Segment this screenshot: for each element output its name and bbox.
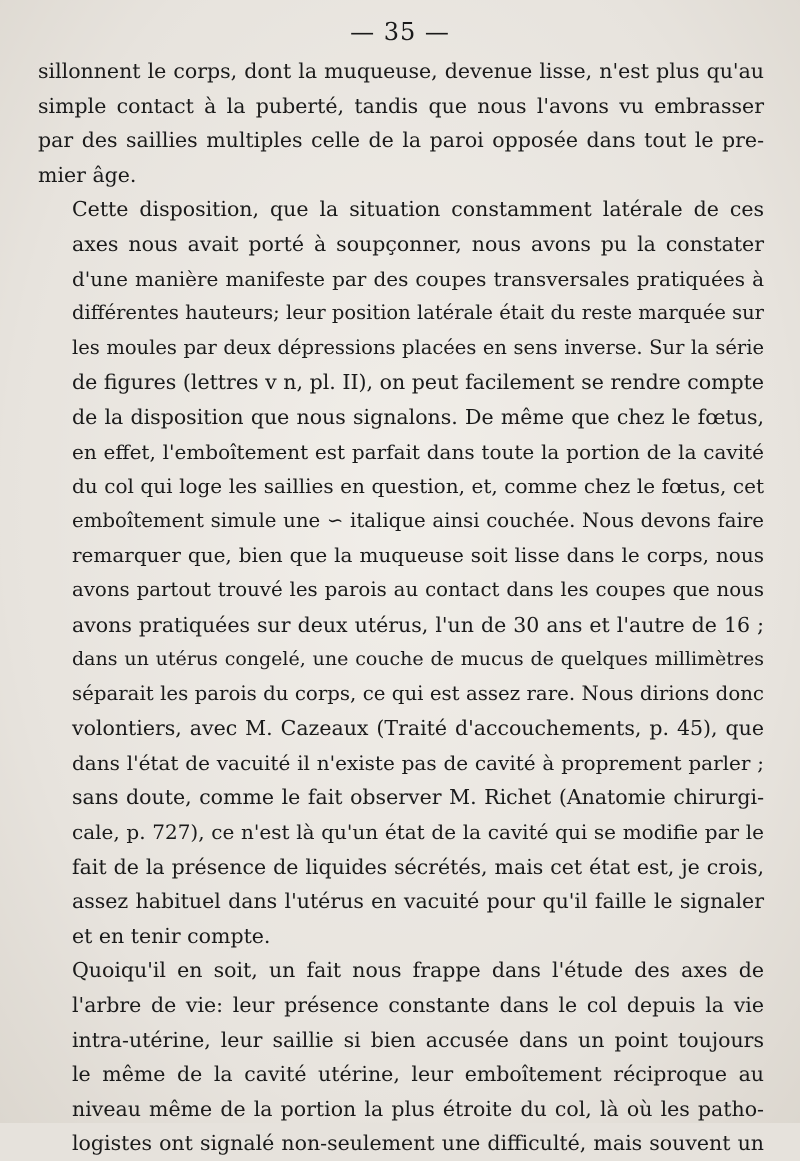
text-line: différentes hauteurs; leur position latérale était du reste marquée sur (72, 301, 764, 325)
text-line: le même de la cavité utérine, leur emboîtement réciproque au (72, 1062, 764, 1087)
paragraph (38, 54, 764, 192)
text-line: de figures (lettres v n, pl. II), on peut facilement se rendre compte (72, 370, 764, 395)
text-line: volontiers, avec M. Cazeaux (Traité d'accouchements, p. 45), que (72, 716, 764, 741)
text-line: niveau même de la portion la plus étroite du col, là où les patho- (72, 1096, 764, 1121)
body-text (38, 54, 764, 1161)
text-line: fait de la présence de liquides sécrétés, mais cet état est, je crois, (72, 854, 764, 879)
paragraph (38, 192, 764, 953)
text-line: les moules par deux dépressions placées en sens inverse. Sur la série (72, 335, 764, 359)
text-line: mier âge. (38, 162, 137, 187)
text-line: emboîtement simule une ∽ italique ainsi couchée. Nous devons faire (72, 508, 764, 532)
text-line: dans un utérus congelé, une couche de mucus de quelques millimètres (72, 648, 764, 671)
text-line: l'arbre de vie: leur présence constante dans le col depuis la vie (72, 993, 764, 1018)
text-line: et en tenir compte. (72, 923, 271, 948)
text-line: dans l'état de vacuité il n'existe pas de cavité à proprement parler ; (72, 750, 764, 775)
text-line: par des saillies multiples celle de la paroi opposée dans tout le pre- (38, 128, 764, 153)
text-line: sans doute, comme le fait observer M. Richet (Anatomie chirurgi- (72, 785, 764, 810)
text-line: de la disposition que nous signalons. De même que chez le fœtus, (72, 404, 764, 429)
text-line: Cette disposition, que la situation constamment latérale de ces (72, 197, 764, 222)
text-line: remarquer que, bien que la muqueuse soit lisse dans le corps, nous (72, 543, 764, 568)
page-number: — 35 — (350, 18, 450, 46)
text-line: logistes ont signalé non-seulement une difficulté, mais souvent un (72, 1131, 764, 1156)
text-line: d'une manière manifeste par des coupes transversales pratiquées à (72, 266, 764, 291)
text-line: intra-utérine, leur saillie si bien accusée dans un point toujours (72, 1027, 764, 1052)
text-line: simple contact à la puberté, tandis que nous l'avons vu embrasser (38, 93, 764, 118)
text-line: en effet, l'emboîtement est parfait dans toute la portion de la cavité (72, 439, 764, 464)
text-line: Quoiqu'il en soit, un fait nous frappe dans l'étude des axes de (72, 958, 764, 983)
text-line: avons pratiquées sur deux utérus, l'un de 30 ans et l'autre de 16 ; (72, 612, 764, 637)
text-line: du col qui loge les saillies en question, et, comme chez le fœtus, cet (72, 474, 764, 499)
text-line: axes nous avait porté à soupçonner, nous avons pu la constater (72, 231, 764, 256)
text-line: cale, p. 727), ce n'est là qu'un état de la cavité qui se modifie par le (72, 820, 764, 845)
text-line: assez habituel dans l'utérus en vacuité pour qu'il faille le signaler (72, 889, 764, 914)
text-line: séparait les parois du corps, ce qui est assez rare. Nous dirions donc (72, 681, 764, 705)
text-line: avons partout trouvé les parois au contact dans les coupes que nous (72, 577, 764, 601)
text-line: sillonnent le corps, dont la muqueuse, devenue lisse, n'est plus qu'au (38, 59, 764, 83)
paragraph (38, 953, 764, 1161)
